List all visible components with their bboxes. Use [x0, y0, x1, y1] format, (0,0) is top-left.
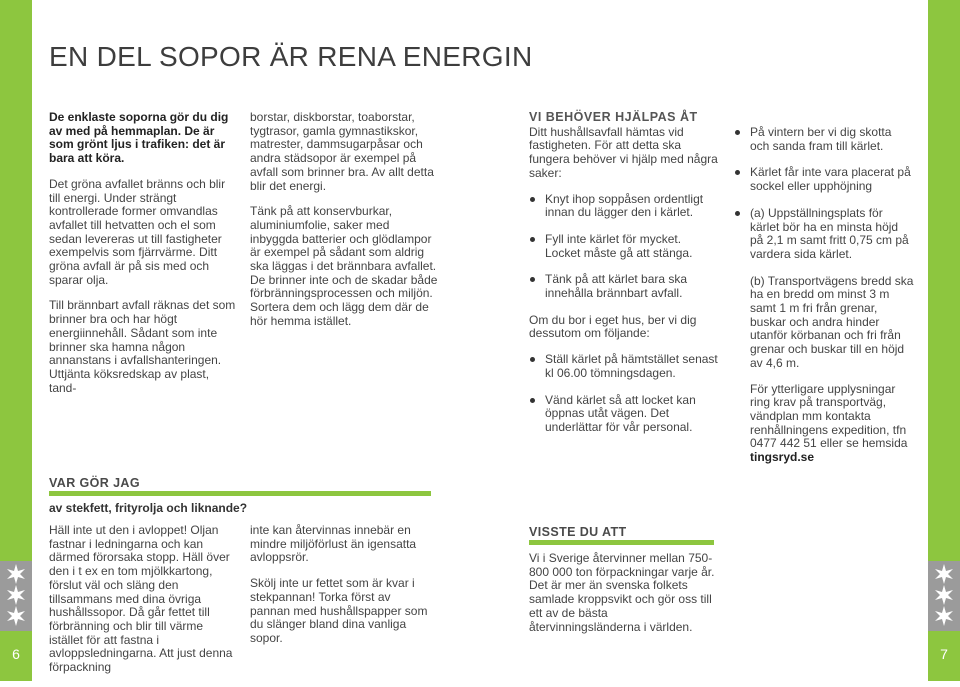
var-gor-jag-column-1 — [49, 524, 237, 687]
section-heading: VI BEHÖVER HJÄLPAS ÅT — [529, 110, 698, 124]
page-number-left: 6 — [12, 646, 20, 662]
var-gor-jag-column-2 — [250, 524, 432, 658]
right-side-bar — [928, 0, 960, 681]
star-icons — [2, 561, 30, 627]
paragraph: För ytterligare upplysningar ring krav på transportväg, vändplan mm kontakta renhållningens expedition, tfn 0477 442 51 eller se hemsida — [750, 381, 908, 451]
paragraph: inte kan återvinnas innebär en mindre miljöförlust än igensatta avloppsrör. — [250, 523, 417, 565]
green-bar — [529, 540, 714, 545]
column-2 — [250, 111, 440, 341]
paragraph: Häll inte ut den i avloppet! Oljan fastnar i ledningarna och kan därmed förorsaka stopp. Häll över den i t ex en tom mjölkkartong, förslut väl och släng den tillsammans med dina övriga hushållssopor. Då går fettet till förbränning och blir till värme istället för att fastna i avloppsledningarna. Att just denna förpackning — [49, 523, 233, 675]
bullet-list — [734, 126, 914, 262]
column-3 — [529, 111, 719, 448]
column-1 — [49, 111, 239, 407]
var-gor-jag-heading: VAR GÖR JAG — [49, 476, 140, 490]
lead-paragraph: De enklaste soporna gör du dig av med på hemmaplan. De är som grönt ljus i trafiken: det är bara att köra. — [49, 110, 229, 166]
list-item: Kärlet får inte vara placerat på sockel eller upphöjning — [734, 166, 914, 193]
list-item: Tänk på att kärlet bara ska innehålla brännbart avfall. — [529, 273, 719, 300]
var-gor-jag-subheading: av stekfett, frityrolja och liknande? — [49, 501, 248, 515]
page-number-right: 7 — [940, 646, 948, 662]
list-item: (a) Uppställningsplats för kärlet bör ha en minsta höjd på 2,1 m samt fritt 0,75 cm på vardera sida kärlet. — [734, 207, 914, 262]
list-item: Vänd kärlet så att locket kan öppnas utåt vägen. Det underlättar för vår personal. — [529, 394, 719, 435]
visste-du-att-heading: VISSTE DU ATT — [529, 525, 627, 539]
column-4 — [734, 126, 914, 477]
paragraph: Ditt hushållsavfall hämtas vid fastigheten. För att detta ska fungera behöver vi hjälp med några saker: — [529, 124, 718, 180]
website-link[interactable]: tingsryd.se — [750, 450, 815, 465]
list-item: Knyt ihop soppåsen ordentligt innan du lägger den i kärlet. — [529, 193, 719, 220]
paragraph: Om du bor i eget hus, ber vi dig dessutom om följande: — [529, 312, 697, 341]
green-bar — [49, 491, 431, 496]
paragraph: Till brännbart avfall räknas det som brinner bra och har högt energiinnehåll. Sådant som inte brinner ska hamna någon annanstans i avfallshanteringen. Uttjänta köksredskap av plast, tand- — [49, 298, 236, 395]
right-recycle-decoration — [928, 561, 960, 631]
bullet-list — [529, 353, 719, 435]
paragraph: Tänk på att konservburkar, aluminiumfolie, saker med inbyggda batterier och glödlampor är exempel på sådant som aldrig ska läggas i det brännbara avfallet. De brinner inte och de skadar både förbränningsprocessen och miljön. Sortera dem och lägg dem där de hör hemma istället. — [250, 204, 438, 328]
left-recycle-decoration — [0, 561, 32, 631]
list-item: Fyll inte kärlet för mycket. Locket måste gå att stänga. — [529, 233, 719, 260]
paragraph: (b) Transportvägens bredd ska ha en bredd om minst 3 m samt 1 m fri från grenar, buskar och andra hinder utanför körbanan och fri från grenar och buskar till en höjd av 4,6 m. — [750, 273, 914, 370]
bullet-list — [529, 193, 719, 301]
paragraph: borstar, diskborstar, toaborstar, tygtrasor, gamla gymnastikskor, matrester, dammsugarpåsar och andra städsopor är exempel på avfall som brinner bra. Av allt detta blir det energi. — [250, 110, 434, 193]
list-item: På vintern ber vi dig skotta och sanda fram till kärlet. — [734, 126, 914, 153]
list-item: Ställ kärlet på hämtstället senast kl 06.00 tömningsdagen. — [529, 353, 719, 380]
left-side-bar — [0, 0, 32, 681]
star-icons — [930, 561, 958, 627]
paragraph: Det gröna avfallet bränns och blir till energi. Under strängt kontrollerade former omvandlas avfallet till hetvatten och el som sedan levereras ut till fastigheter exempelvis som fjärrvärme. Ditt gröna avfall är på sis med och sparar olja. — [49, 176, 226, 287]
page-title: EN DEL SOPOR ÄR RENA ENERGIN — [49, 41, 533, 72]
visste-du-att-text: Vi i Sverige återvinner mellan 750-800 000 ton förpackningar varje år. Det är mer än svenska folkets samlade kroppsvikt och gör oss till ett av de bästa återvinningsländerna i världen. — [529, 551, 715, 634]
paragraph: Skölj inte ur fettet som är kvar i stekpannan! Torka först av pannan med hushållspapper som du slänger bland dina vanliga sopor. — [250, 576, 428, 645]
